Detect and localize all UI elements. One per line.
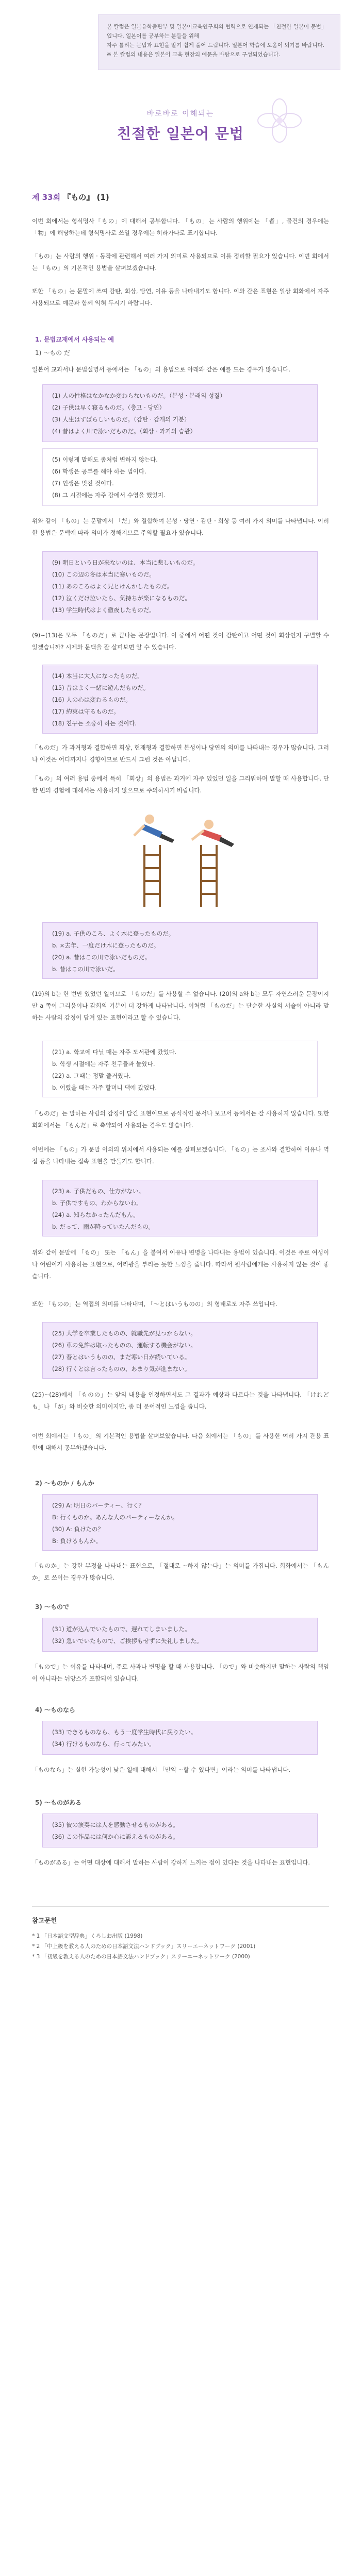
body-paragraph: (9)~(13)은 모두 「ものだ」로 끝나는 문장입니다. 이 중에서 어떤 것이 감탄이고 어떤 것이 회상인지 구별할 수 있겠습니까? 시제와 문맥을 잘 살펴보면 알 수 있습니다.: [32, 632, 329, 651]
example-line: (14) 本当に大人になったものだ。: [52, 672, 143, 680]
example-line: (3) 人生はすばらしいものだ。（감탄 · 감개의 기분）: [52, 416, 190, 423]
example-line: (35) 彼の演奏には人を感動させるものがある。: [52, 1821, 179, 1828]
example-line: (9) 明日という日が来ないのは、本当に悲しいものだ。: [52, 559, 199, 566]
example-line: (13) 学生時代はよく徹夜したものだ。: [52, 606, 155, 614]
example-line: (12) 泣くだけ泣いたら、気持ちが楽になるものだ。: [52, 595, 191, 602]
example-box: [42, 384, 318, 442]
example-line: (16) 人の心は変わるものだ。: [52, 696, 132, 703]
translation-line: (6) 학생은 공부를 해야 하는 법이다.: [52, 468, 146, 475]
body-paragraph: 이번에는 「もの」가 문말 이외의 위치에서 사용되는 예를 살펴보겠습니다. 「もの」는 조사와 결합하여 이유나 역접 등을 나타내는 접속 표현을 만들기도 합니다.: [32, 1146, 329, 1165]
example-line: (28) 行くとは言ったものの、あまり気が進まない。: [52, 1365, 191, 1372]
example-box: [42, 1721, 318, 1755]
body-paragraph: 위와 같이 문말에 「もの」 또는 「もん」을 붙여서 이유나 변명을 나타내는 용법이 있습니다. 이것은 주로 여성이나 어린이가 사용하는 표현으로, 어리광을 부리는 듯한 느낌을 줍니다. 따라서 윗사람에게는 사용하지 않는 것이 좋습니다.: [32, 1249, 329, 1280]
example-line: (18) 친구는 소중히 하는 것이다.: [52, 720, 137, 727]
example-line: (25) 大学を卒業したものの、就職先が見つからない。: [52, 1330, 196, 1337]
section-label: 4) ～ものなら: [35, 1706, 76, 1714]
translation-line: b. 학생 시절에는 자주 친구들과 놀았다.: [52, 1060, 155, 1067]
intro-line-2: 자주 틀리는 문법과 표현을 알기 쉽게 풀어 드립니다. 일본어 학습에 도움이 되기를 바랍니다.: [107, 42, 325, 48]
example-line: (30) A: 負けたの？: [52, 1526, 104, 1533]
body-paragraph: 「ものか」는 강한 부정을 나타내는 표현으로, 「절대로 ~하지 않는다」는 의미를 가집니다. 회화에서는 「もんか」로 쓰이는 경우가 많습니다.: [32, 1562, 329, 1581]
example-line: (23) a. 子供だもの、仕方がない。: [52, 1188, 145, 1195]
section-label: 2) ～ものか / もんか: [35, 1480, 94, 1487]
translation-line: (5) 이렇게 말해도 좀처럼 변하지 않는다.: [52, 456, 158, 463]
example-line: (34) 行けるものなら、行ってみたい。: [52, 1740, 155, 1748]
translation-line: (8) 그 시절에는 자주 강에서 수영을 했었지.: [52, 492, 166, 499]
example-box: [42, 1322, 318, 1379]
example-box: [42, 1180, 318, 1236]
page-title: 친절한 일본어 문법: [117, 125, 244, 142]
example-line: b. 子供ですもの、わからないわ。: [52, 1199, 142, 1207]
intro-box: [98, 14, 340, 70]
example-box: [42, 665, 318, 734]
example-line: (15) 昔はよく一緒に遊んだものだ。: [52, 684, 150, 691]
body-paragraph: 「ものがある」는 어떤 대상에 대해서 말하는 사람이 강하게 느끼는 점이 있다는 것을 나타내는 표현입니다.: [32, 1859, 310, 1866]
example-line: (19) a. 子供のころ、よく木に登ったものだ。: [52, 930, 175, 937]
example-line: (17) 約束は守るものだ。: [52, 708, 120, 715]
note-item: * 1 「日本語文型辞典」くろしお出版 (1998): [32, 1933, 143, 1939]
body-paragraph: 「もので」는 이유를 나타내며, 주로 사과나 변명을 할 때 사용합니다. 「ので」와 비슷하지만 말하는 사람의 책임이 아니라는 뉘앙스가 포함되어 있습니다.: [32, 1663, 329, 1682]
section-1-lead: 일본어 교과서나 문법설명서 등에서는 「もの」의 용법으로 아래와 같은 예를 드는 경우가 많습니다.: [32, 366, 290, 373]
intro-paragraph: 「もの」는 사람의 행위 · 동작에 관련해서 여러 가지 의미로 사용되므로 이를 정리할 필요가 있습니다. 이번 회에서는 「もの」의 기본적인 용법을 살펴보겠습니다.: [32, 252, 329, 272]
section-1-title: 1. 문법교재에서 사용되는 예: [35, 336, 114, 343]
translation-line: b. 어렸을 때는 자주 할머니 댁에 갔었다.: [52, 1084, 157, 1091]
example-line: B: 行くものか。あんな人のパーティーなんか。: [52, 1514, 178, 1521]
example-box: [42, 1814, 318, 1848]
intro-paragraph: 이번 회에서는 형식명사「もの」에 대해서 공부합니다. 「もの」는 사람의 행위에는 「者」, 물건의 경우에는 「物」에 해당하는데 형식명사로 쓰일 경우에는 히라가나로 표기합니다.: [32, 217, 329, 236]
translation-box: [42, 1041, 318, 1097]
divider: [32, 1906, 329, 1907]
intro-paragraph: 또한 「もの」는 문말에 쓰여 감탄, 회상, 당연, 이유 등을 나타내기도 합니다. 이와 같은 표현은 일상 회화에서 자주 사용되므로 예문과 함께 익혀 두시기 바랍니다.: [32, 287, 329, 307]
example-line: (2) 子供は早く寝るものだ。（충고 · 당연）: [52, 404, 166, 411]
flower-icon: [256, 97, 303, 144]
translation-line: (22) a. 그때는 정말 즐거웠다.: [52, 1072, 131, 1079]
example-line: (4) 昔はよく川で泳いだものだ。（회상 · 과거의 습관）: [52, 428, 196, 435]
notes-title: 참고문헌: [32, 1917, 57, 1924]
body-paragraph: (19)의 b는 한 번만 있었던 일이므로 「ものだ」를 사용할 수 없습니다. (20)의 a와 b는 모두 자연스러운 문장이지만 a 쪽이 그리움이나 감회의 기분이 더 강하게 나타납니다. 이처럼 「ものだ」는 단순한 사실의 서술이 아니라 말하는 사람의 감정이 담겨 있는 표현이라고 할 수 있습니다.: [32, 990, 329, 1021]
example-line: (10) この辺の冬は本当に寒いものだ。: [52, 571, 155, 578]
body-paragraph: 「もの」의 여러 용법 중에서 특히 「회상」의 용법은 과거에 자주 있었던 일을 그리워하며 말할 때 사용합니다. 단 한 번의 경험에 대해서는 사용하지 않으므로 주의하시기 바랍니다.: [32, 775, 329, 794]
leapfrog-illustration: [113, 804, 248, 907]
example-line: (29) A: 明日のパーティー、行く？: [52, 1502, 145, 1509]
body-paragraph: 「ものだ」는 말하는 사람의 감정이 담긴 표현이므로 공식적인 문서나 보고서 등에서는 잘 사용하지 않습니다. 또한 회화에서는 「もんだ」로 축약되어 사용되는 경우도 많습니다.: [32, 1110, 329, 1129]
example-line: (24) a. 知らなかったんだもん。: [52, 1211, 139, 1218]
chapter-heading: [32, 192, 109, 202]
example-line: (1) 人の性格はなかなか変わらないものだ。（본성 · 본래의 성질）: [52, 392, 226, 399]
example-line: (36) この作品には何か心に訴えるものがある。: [52, 1833, 179, 1840]
example-line: b. ×去年、一度だけ木に登ったものだ。: [52, 942, 160, 949]
example-box: [42, 1494, 318, 1551]
example-line: (11) あのころはよく兄とけんかしたものだ。: [52, 583, 173, 590]
body-paragraph: 「ものなら」는 실현 가능성이 낮은 일에 대해서 「만약 ~할 수 있다면」이라는 의미를 나타냅니다.: [32, 1766, 290, 1773]
example-box: [42, 551, 318, 620]
translation-line: (21) a. 학교에 다닐 때는 자주 도서관에 갔었다.: [52, 1048, 177, 1056]
body-paragraph: 또한 「ものの」는 역접의 의미를 나타내며, 「～とはいうものの」의 형태로도 자주 쓰입니다.: [32, 1300, 277, 1308]
example-line: b. 昔はこの川で泳いだ。: [52, 965, 119, 973]
series-title: 바로바로 이해되는: [146, 110, 215, 118]
body-paragraph: (25)~(28)에서 「ものの」는 앞의 내용을 인정하면서도 그 결과가 예상과 다르다는 것을 나타냅니다. 「けれども」나 「が」와 비슷한 의미이지만, 좀 더 문어적인 느낌을 줍니다.: [32, 1391, 329, 1410]
body-paragraph: 위와 같이 「もの」는 문말에서 「だ」와 결합하여 본성 · 당연 · 감탄 · 회상 등 여러 가지 의미를 나타냅니다. 이러한 용법은 문맥에 따라 의미가 정해지므로 주의할 필요가 있습니다.: [32, 517, 329, 536]
translation-box: [42, 448, 318, 506]
chapter-number: 제 33회: [32, 193, 61, 202]
intro-line-3: ※ 본 칼럼의 내용은 일본어 교육 현장의 예문을 바탕으로 구성되었습니다.: [107, 52, 281, 58]
body-paragraph: 「ものだ」가 과거형과 결합하면 회상, 현재형과 결합하면 본성이나 당연의 의미를 나타내는 경우가 많습니다. 그러나 이것은 어디까지나 경향이므로 반드시 그런 것은 아닙니다.: [32, 744, 329, 763]
section-label: 5) ～ものがある: [35, 1799, 82, 1806]
example-line: (27) 春とはいうものの、まだ寒い日が続いている。: [52, 1353, 191, 1361]
example-line: (26) 車の免許は取ったものの、運転する機会がない。: [52, 1342, 196, 1349]
chapter-topic: 『もの』 (1): [63, 193, 109, 202]
notes-list: [32, 1931, 329, 1962]
example-line: (33) できるものなら、もう一度学生時代に戻りたい。: [52, 1728, 197, 1736]
section-label: 3) ～もので: [35, 1603, 70, 1611]
translation-line: (7) 인생은 멋진 것이다.: [52, 480, 114, 487]
example-box: [42, 1618, 318, 1652]
example-line: (20) a. 昔はこの川で泳いだものだ。: [52, 954, 151, 961]
example-line: b. だって、雨が降っていたんだもの。: [52, 1223, 154, 1230]
note-item: * 2 「中上級を教える人のための日本語文法ハンドブック」スリーエーネットワーク (2001): [32, 1943, 256, 1950]
example-line: (31) 道が込んでいたもので、遅れてしまいました。: [52, 1625, 191, 1633]
example-line: (32) 急いでいたもので、ご挨拶もせずに失礼しました。: [52, 1637, 203, 1645]
example-box: [42, 922, 318, 979]
section-1-label: 1) ～もの だ: [35, 349, 70, 357]
body-paragraph: 이번 회에서는 「もの」의 기본적인 용법을 살펴보았습니다. 다음 회에서는 「もの」를 사용한 여러 가지 관용 표현에 대해서 공부하겠습니다.: [32, 1432, 329, 1451]
note-item: * 3 「初級を教える人のための日本語文法ハンドブック」スリーエーネットワーク (2000): [32, 1954, 250, 1960]
intro-line-1: 본 칼럼은 일본유학출판부 및 일본어교육연구회의 협력으로 연재되는 「친절한 일본어 문법」 입니다. 일본어를 공부하는 분들을 위해: [107, 24, 327, 39]
example-line: B: 負けるもんか。: [52, 1537, 102, 1545]
